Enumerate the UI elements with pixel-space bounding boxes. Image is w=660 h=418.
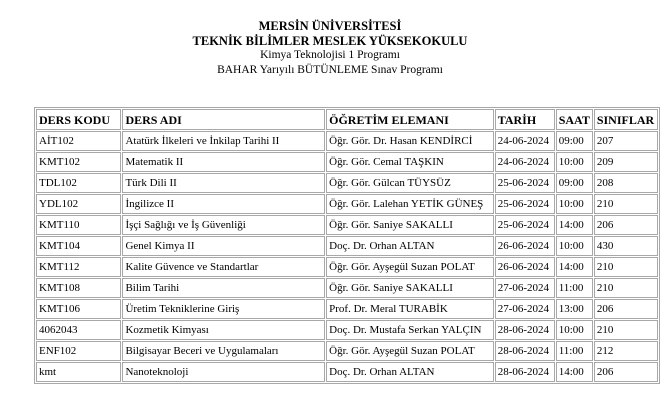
exam-title: BAHAR Yarıyılı BÜTÜNLEME Sınav Programı <box>217 63 443 76</box>
instructor-cell: Öğr. Gör. Saniye SAKALLI <box>326 278 494 298</box>
course-code-cell: 4062043 <box>36 320 121 340</box>
instructor-cell: Öğr. Gör. Ayşegül Suzan POLAT <box>326 341 494 361</box>
course-name-cell: Türk Dili II <box>122 173 325 193</box>
course-code-cell: KMT104 <box>36 236 121 256</box>
classroom-cell: 212 <box>594 341 658 361</box>
classroom-cell: 209 <box>594 152 658 172</box>
course-code-cell: KMT110 <box>36 215 121 235</box>
instructor-cell: Öğr. Gör. Ayşegül Suzan POLAT <box>326 257 494 277</box>
exam-schedule-table <box>34 107 660 384</box>
course-name-cell: Kozmetik Kimyası <box>122 320 325 340</box>
date-cell: 25-06-2024 <box>495 173 555 193</box>
column-header-time: SAAT <box>556 109 593 130</box>
table-row <box>36 131 658 151</box>
date-cell: 27-06-2024 <box>495 299 555 319</box>
classroom-cell: 210 <box>594 278 658 298</box>
column-header-course-name: DERS ADI <box>122 109 325 130</box>
table-row <box>36 362 658 382</box>
course-code-cell: KMT106 <box>36 299 121 319</box>
classroom-cell: 208 <box>594 173 658 193</box>
table-row <box>36 173 658 193</box>
instructor-cell: Prof. Dr. Meral TURABİK <box>326 299 494 319</box>
document-header <box>0 19 660 77</box>
instructor-cell: Doç. Dr. Orhan ALTAN <box>326 236 494 256</box>
column-header-instructor: ÖĞRETİM ELEMANI <box>326 109 494 130</box>
course-code-cell: TDL102 <box>36 173 121 193</box>
time-cell: 13:00 <box>556 299 593 319</box>
date-cell: 28-06-2024 <box>495 341 555 361</box>
table-row <box>36 320 658 340</box>
course-code-cell: kmt <box>36 362 121 382</box>
classroom-cell: 207 <box>594 131 658 151</box>
table-row <box>36 194 658 214</box>
instructor-cell: Doç. Dr. Orhan ALTAN <box>326 362 494 382</box>
time-cell: 11:00 <box>556 341 593 361</box>
date-cell: 24-06-2024 <box>495 152 555 172</box>
instructor-cell: Öğr. Gör. Saniye SAKALLI <box>326 215 494 235</box>
time-cell: 10:00 <box>556 236 593 256</box>
table-header-row <box>36 109 658 130</box>
column-header-course-code: DERS KODU <box>36 109 121 130</box>
program-name: Kimya Teknolojisi 1 Programı <box>260 49 400 61</box>
course-name-cell: Kalite Güvence ve Standartlar <box>122 257 325 277</box>
time-cell: 10:00 <box>556 320 593 340</box>
column-header-classrooms: SINIFLAR <box>594 109 658 130</box>
date-cell: 28-06-2024 <box>495 320 555 340</box>
classroom-cell: 210 <box>594 257 658 277</box>
course-name-cell: Bilgisayar Beceri ve Uygulamaları <box>122 341 325 361</box>
date-cell: 26-06-2024 <box>495 236 555 256</box>
table-row <box>36 152 658 172</box>
instructor-cell: Öğr. Gör. Gülcan TÜYSÜZ <box>326 173 494 193</box>
time-cell: 11:00 <box>556 278 593 298</box>
course-name-cell: Üretim Tekniklerine Giriş <box>122 299 325 319</box>
time-cell: 14:00 <box>556 362 593 382</box>
course-name-cell: Nanoteknoloji <box>122 362 325 382</box>
column-header-date: TARİH <box>495 109 555 130</box>
table-row <box>36 257 658 277</box>
school-name: TEKNİK BİLİMLER MESLEK YÜKSEKOKULU <box>192 33 468 48</box>
time-cell: 09:00 <box>556 131 593 151</box>
course-name-cell: Bilim Tarihi <box>122 278 325 298</box>
time-cell: 10:00 <box>556 152 593 172</box>
time-cell: 09:00 <box>556 173 593 193</box>
date-cell: 24-06-2024 <box>495 131 555 151</box>
date-cell: 27-06-2024 <box>495 278 555 298</box>
classroom-cell: 210 <box>594 320 658 340</box>
instructor-cell: Doç. Dr. Mustafa Serkan YALÇIN <box>326 320 494 340</box>
time-cell: 10:00 <box>556 194 593 214</box>
date-cell: 25-06-2024 <box>495 194 555 214</box>
classroom-cell: 210 <box>594 194 658 214</box>
course-name-cell: Atatürk İlkeleri ve İnkilap Tarihi II <box>122 131 325 151</box>
date-cell: 28-06-2024 <box>495 362 555 382</box>
course-code-cell: AİT102 <box>36 131 121 151</box>
course-name-cell: Matematik II <box>122 152 325 172</box>
course-code-cell: KMT108 <box>36 278 121 298</box>
table-body <box>36 131 658 382</box>
table-row <box>36 299 658 319</box>
course-code-cell: YDL102 <box>36 194 121 214</box>
instructor-cell: Öğr. Gör. Cemal TAŞKIN <box>326 152 494 172</box>
date-cell: 26-06-2024 <box>495 257 555 277</box>
course-name-cell: Genel Kimya II <box>122 236 325 256</box>
course-code-cell: KMT112 <box>36 257 121 277</box>
date-cell: 25-06-2024 <box>495 215 555 235</box>
course-name-cell: İngilizce II <box>122 194 325 214</box>
course-code-cell: KMT102 <box>36 152 121 172</box>
instructor-cell: Öğr. Gör. Dr. Hasan KENDİRCİ <box>326 131 494 151</box>
time-cell: 14:00 <box>556 215 593 235</box>
time-cell: 14:00 <box>556 257 593 277</box>
table-row <box>36 278 658 298</box>
instructor-cell: Öğr. Gör. Lalehan YETİK GÜNEŞ <box>326 194 494 214</box>
course-name-cell: İşçi Sağlığı ve İş Güvenliği <box>122 215 325 235</box>
table-row <box>36 236 658 256</box>
classroom-cell: 206 <box>594 362 658 382</box>
university-name: MERSİN ÜNİVERSİTESİ <box>258 19 402 33</box>
course-code-cell: ENF102 <box>36 341 121 361</box>
table-row <box>36 215 658 235</box>
classroom-cell: 206 <box>594 215 658 235</box>
classroom-cell: 206 <box>594 299 658 319</box>
table-row <box>36 341 658 361</box>
classroom-cell: 430 <box>594 236 658 256</box>
